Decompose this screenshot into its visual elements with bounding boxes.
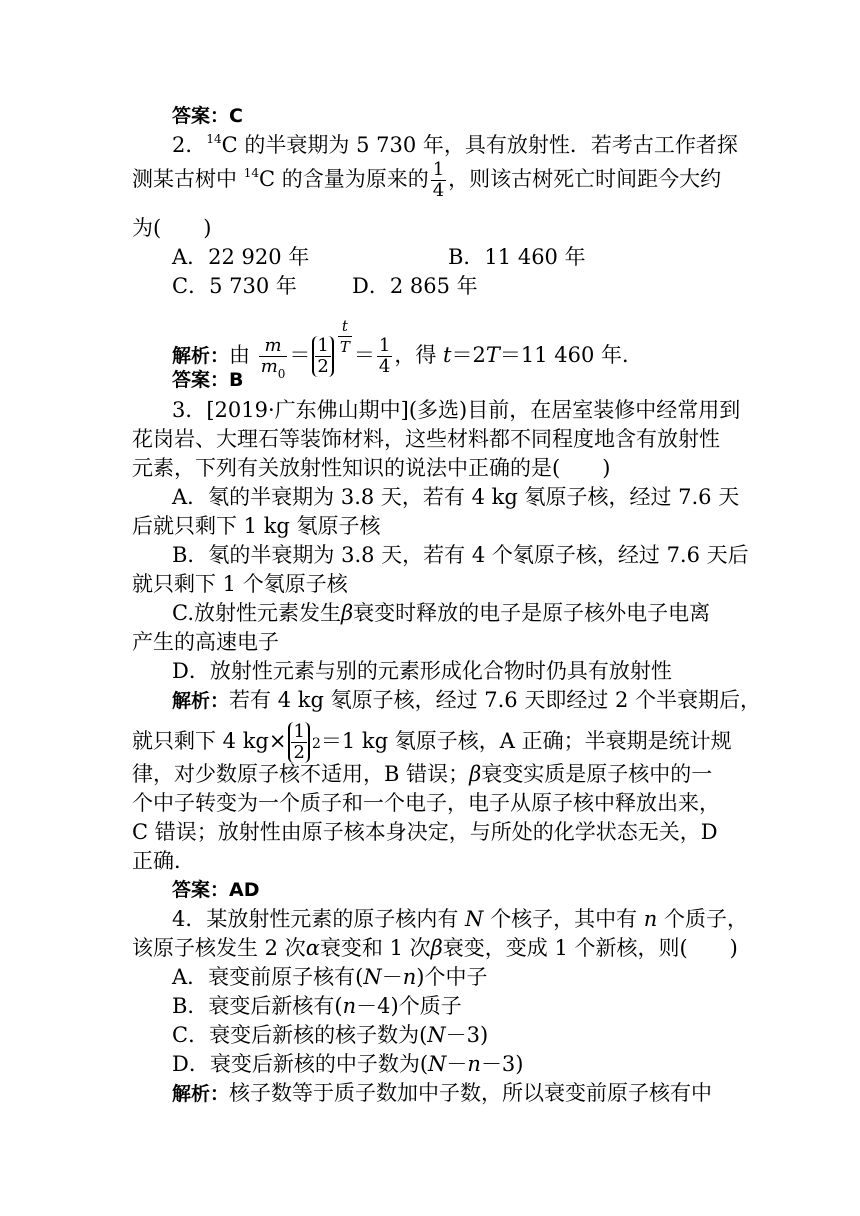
q3-option-a-line2: 后就只剩下 1 kg 氡原子核 <box>132 514 381 538</box>
q3-paren-half: $\frac{1}{2}$ <box>288 722 309 763</box>
q4-option-c: C．衰变后新核的核子数为(N－3) <box>172 1023 489 1047</box>
q3-analysis-line5: C 错误；放射性由原子核本身决定，与所处的化学状态无关，D <box>132 820 718 844</box>
q3-option-b-line1: B．氡的半衰期为 3.8 天，若有 4 个氡原子核，经过 7.6 天后 <box>172 543 749 567</box>
q3-analysis-line3: 律，对少数原子核不适用，B 错误；β衰变实质是原子核中的一 <box>132 762 713 786</box>
q4-option-d: D．衰变后新核的中子数为(N－n－3) <box>172 1052 524 1076</box>
q3-option-d: D．放射性元素与别的元素形成化合物时仍具有放射性 <box>172 659 672 683</box>
q3-line2: 花岗岩、大理石等装饰材料，这些材料都不同程度地含有放射性 <box>132 427 720 451</box>
q3-line1: 3．[2019·广东佛山期中](多选)目前，在居室装修中经常用到 <box>172 398 741 422</box>
q2-option-c: C．5 730 年 <box>172 274 297 298</box>
q4-analysis-label: 解析： <box>172 1083 230 1105</box>
q2-c14-superscript: 14 <box>206 132 222 146</box>
q2-fraction-m-m0: $\frac{m}{m_0}$ <box>260 335 286 381</box>
q4-line2: 该原子核发生 2 次α衰变和 1 次β衰变，变成 1 个新核，则( ) <box>132 936 738 960</box>
q2-option-d: D．2 865 年 <box>352 274 478 298</box>
q4-option-b: B．衰变后新核有(n－4)个质子 <box>172 994 462 1018</box>
q1-answer: 答案：C <box>172 105 243 127</box>
q3-analysis-line4: 个中子转变为一个质子和一个电子，电子从原子核中释放出来， <box>132 791 720 815</box>
q2-number: 2． <box>172 133 207 157</box>
q2-answer: 答案：B <box>172 369 244 391</box>
q4-line1: 4．某放射性元素的原子核内有 N 个核子，其中有 n 个质子， <box>172 907 748 931</box>
q2-analysis-label: 解析： <box>172 345 230 367</box>
q3-option-c-line1: C.放射性元素发生β衰变时释放的电子是原子核外电子电离 <box>172 601 711 625</box>
q2-option-b: B．11 460 年 <box>448 245 586 269</box>
q2-option-a: A．22 920 年 <box>172 245 310 269</box>
q3-option-c-line2: 产生的高速电子 <box>132 630 279 654</box>
q2-line3: 为( ) <box>132 216 212 240</box>
q2-fraction-quarter: $\frac{1}{4}$ <box>432 159 445 201</box>
q3-analysis-line6: 正确． <box>132 849 195 873</box>
q2-paren-half: $\frac{1}{2}$ <box>312 336 333 377</box>
q2-line2: 测某古树中 $^{14}$C 的含量为原来的 $\frac{1}{4}$ ，则该古树死亡时间距今大约 <box>132 159 722 201</box>
q3-answer: 答案：AD <box>172 879 260 901</box>
q3-analysis-line1: 解析：若有 4 kg 氡原子核，经过 7.6 天即经过 2 个半衰期后， <box>172 688 762 712</box>
q3-line3: 元素，下列有关放射性知识的说法中正确的是( ) <box>132 456 611 480</box>
q4-option-a: A．衰变前原子核有(N－n)个中子 <box>172 965 488 989</box>
q2-fraction-t-T: $\frac{t}{T}$ <box>339 317 350 356</box>
q3-analysis-label: 解析： <box>172 690 230 712</box>
q4-analysis-line1: 解析：核子数等于质子数加中子数，所以衰变前原子核有中 <box>172 1081 713 1105</box>
q3-analysis-line2: 就只剩下 4 kg× $\frac{1}{2}$ 2＝1 kg 氡原子核，A 正确；半衰期是统计规 <box>132 721 732 763</box>
q2-fraction-quarter-result: $\frac{1}{4}$ <box>378 335 391 377</box>
q2-line1: 2．$^{14}$C 的半衰期为 5 730 年，具有放射性．若考古工作者探 <box>172 132 738 157</box>
q3-option-a-line1: A．氡的半衰期为 3.8 天，若有 4 kg 氡原子核，经过 7.6 天 <box>172 485 740 509</box>
q3-option-b-line2: 就只剩下 1 个氡原子核 <box>132 572 348 596</box>
q2-analysis: 解析：由 $\frac{m}{m_0}$ ＝ $\frac{1}{2}$ $\frac{t}{T}$ ＝ $\frac{1}{4}$ ，得 t＝2T＝11 460 年． <box>172 317 644 381</box>
